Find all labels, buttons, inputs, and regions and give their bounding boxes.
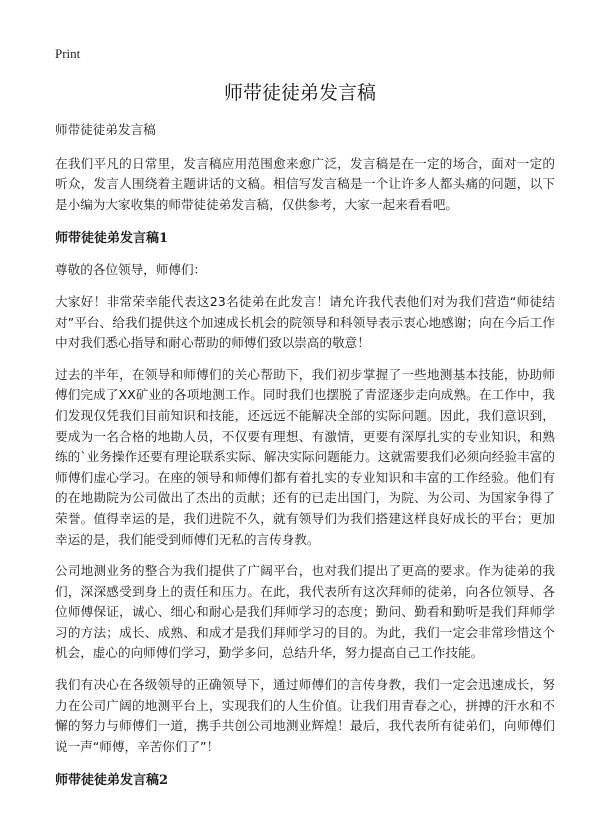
article-body <box>55 120 555 802</box>
section-heading: 师带徒徒弟发言稿1 <box>55 231 169 247</box>
print-link[interactable]: Print <box>55 46 81 61</box>
section-heading: 师带徒徒弟发言稿2 <box>55 773 169 789</box>
article-subtitle: 师带徒徒弟发言稿 <box>55 122 156 137</box>
body-paragraph: 我们有决心在各级领导的正确领导下，通过师傅们的言传身教，我们一定会迅速成长，努力在公司广阔的地测平台上，实现我们的人生价值。让我们用青春之心，拼搏的汗水和不懈的努力与师傅们一道，携手共创公司地测业辉煌！最后，我代表所有徒弟们，向师傅们说一声“师傅，辛苦你们了”！ <box>55 677 555 754</box>
body-paragraph: 过去的半年，在领导和师傅们的关心帮助下，我们初步掌握了一些地测基本技能，协助师傅们完成了XX矿业的各项地测工作。同时我们也摆脱了青涩逐步走向成熟。在工作中，我们发现仅凭我们目前知识和技能，还远远不能解决全部的实际问题。因此，我们意识到，要成为一名合格的地勘人员，不仅要有理想、有激情，更要有深厚扎实的专业知识，和熟练的`业务操作还要有理论联系实际、解决实际问题能力。这就需要我们必须向经验丰富的师傅们虚心学习。在座的领导和师傅们都有着扎实的专业知识和丰富的工作经验。他们有的在地勘院为公司做出了杰出的贡献；还有的已走出国门，为院、为公司、为国家争得了荣誉。值得幸运的是，我们进院不久，就有领导们为我们搭建这样良好成长的平台；更加幸运的是，我们能受到师傅们无私的言传身教。 <box>55 366 555 547</box>
body-paragraph: 大家好！非常荣幸能代表这23名徒弟在此发言！请允许我代表他们对为我们营造“师徒结对”平台、给我们提供这个加速成长机会的院领导和科领导表示衷心地感谢；向在今后工作中对我们悉心指导和耐心帮助的师傅们致以崇高的敬意！ <box>55 293 555 351</box>
body-paragraph: 公司地测业务的整合为我们提供了广阔平台，也对我们提出了更高的要求。作为徒弟的我们，深深感受到身上的责任和压力。在此，我代表所有这次拜师的徒弟，向各位领导、各位师傅保证，诚心、细心和耐心是我们拜师学习的态度；勤问、勤看和勤听是我们拜师学习的方法；成长、成熟、和成才是我们拜师学习的目的。为此，我们一定会非常珍惜这个机会，虚心的向师傅们学习，勤学多问，总结升华，努力提高自己工作技能。 <box>55 563 555 661</box>
page-title: 师带徒徒弟发言稿 <box>223 82 376 104</box>
salutation: 尊敬的各位领导，师傅们： <box>55 262 207 278</box>
intro-paragraph: 在我们平凡的日常里，发言稿应用范围愈来愈广泛，发言稿是在一定的场合，面对一定的听众，发言人围绕着主题讲话的文稿。相信写发言稿是一个让许多人都头痛的问题，以下是小编为大家收集的师带徒徒弟发言稿，仅供参考，大家一起来看看吧。 <box>55 155 555 212</box>
